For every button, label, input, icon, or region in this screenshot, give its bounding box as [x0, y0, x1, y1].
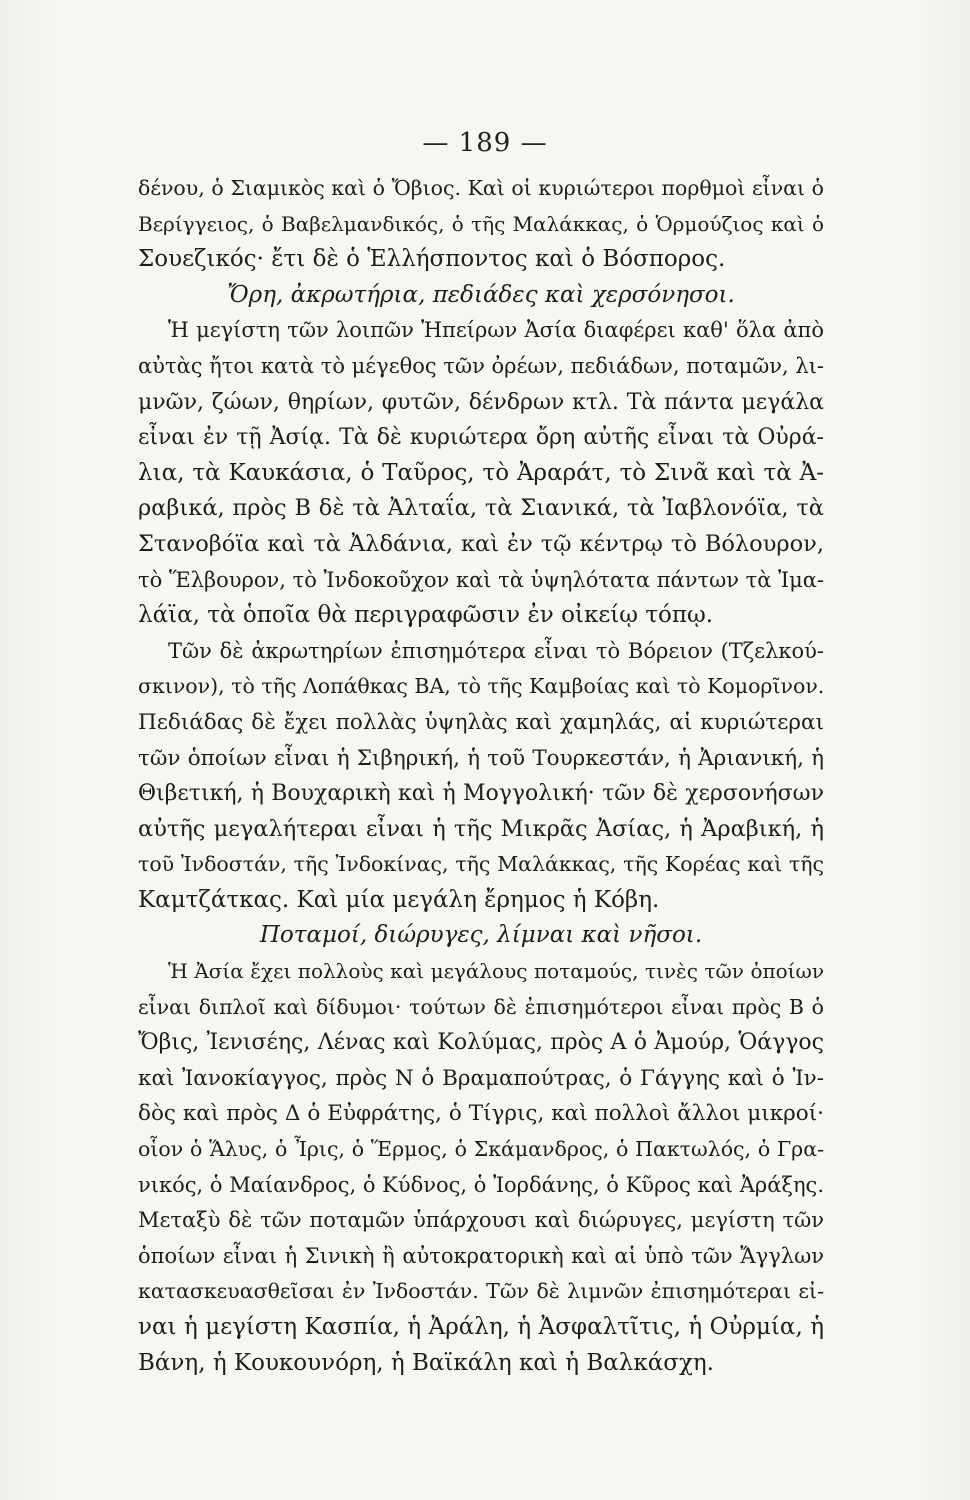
- text-line: εἶναι ἐν τῇ Ἀσίᾳ. Τὰ δὲ κυριώτερα ὄρη αὐτῆς εἶναι τὰ Οὐρά-: [138, 425, 824, 451]
- text-line: Σουεζικός· ἔτι δὲ ὁ Ἑλλήσποντος καὶ ὁ Βόσπορος.: [138, 246, 726, 273]
- text-line: ὁποίων εἶναι ἡ Σινικὴ ἢ αὐτοκρατορικὴ καὶ αἱ ὑπὸ τῶν Ἄγγλων: [138, 1243, 824, 1268]
- text-line: Βάνη, ἡ Κουκουνόρη, ἡ Βαϊκάλη καὶ ἡ Βαλκάσχη.: [138, 1349, 714, 1376]
- text-line: σκινον), τὸ τῆς Λοπάθκας ΒΑ, τὸ τῆς Καμβοίας καὶ τὸ Κομορῖνον.: [138, 674, 824, 699]
- body-text: [138, 171, 824, 1381]
- text-line: Βερίγγειος, ὁ Βαβελμανδικός, ὁ τῆς Μαλάκκας, ὁ Ὁρμούζιος καὶ ὁ: [138, 211, 824, 236]
- text-line: εἶναι διπλοῖ καὶ δίδυμοι· τούτων δὲ ἐπισημότεροι εἶναι πρὸς Β ὁ: [138, 994, 824, 1019]
- section-heading: Ποταμοί, διώρυγες, λίμναι καὶ νῆσοι.: [259, 922, 703, 949]
- text-line: ναι ἡ μεγίστη Κασπία, ἡ Ἀράλη, ἡ Ἀσφαλτῖτις, ἡ Οὐρμία, ἡ: [138, 1314, 824, 1340]
- text-line: ραβικά, πρὸς Β δὲ τὰ Ἀλταΐα, τὰ Σιανικά, τὰ Ἰαβλονόϊα, τὰ: [138, 495, 824, 522]
- text-line: Θιβετική, ἡ Βουχαρικὴ καὶ ἡ Μογγολική· τῶν δὲ χερσονήσων: [138, 781, 824, 807]
- text-line: Ἡ μεγίστη τῶν λοιπῶν Ἠπείρων Ἀσία διαφέρει καθ' ὅλα ἀπὸ: [168, 318, 824, 343]
- text-line: Στανοβόϊα καὶ τὰ Ἀλδάνια, καὶ ἐν τῷ κέντρῳ τὸ Βόλουρον,: [138, 530, 824, 557]
- text-line: Καμτζάτκας. Καὶ μία μεγάλη ἔρημος ἡ Κόβη.: [138, 886, 660, 913]
- text-line: δένου, ὁ Σιαμικὸς καὶ ὁ Ὄβιος. Καὶ οἱ κυριώτεροι πορθμοὶ εἶναι ὁ: [138, 176, 824, 200]
- text-line: οἷον ὁ Ἅλυς, ὁ Ἶρις, ὁ Ἕρμος, ὁ Σκάμανδρος, ὁ Πακτωλός, ὁ Γρα-: [138, 1137, 824, 1162]
- page-number: — 189 —: [422, 128, 548, 158]
- text-line: Τῶν δὲ ἀκρωτηρίων ἐπισημότερα εἶναι τὸ Βόρειον (Τζελκού-: [168, 638, 824, 663]
- text-line: Μεταξὺ δὲ τῶν ποταμῶν ὑπάρχουσι καὶ διώρυγες, μεγίστη τῶν: [138, 1208, 824, 1233]
- text-line: λάϊα, τὰ ὁποῖα θὰ περιγραφῶσιν ἐν οἰκείῳ τόπῳ.: [138, 602, 714, 629]
- text-line: κατασκευασθεῖσαι ἐν Ἰνδοστάν. Τῶν δὲ λιμνῶν ἐπισημότεραι εἰ-: [138, 1279, 824, 1304]
- text-line: δὸς καὶ πρὸς Δ ὁ Εὐφράτης, ὁ Τίγρις, καὶ πολλοὶ ἄλλοι μικροί·: [138, 1101, 824, 1127]
- text-line: μνῶν, ζώων, θηρίων, φυτῶν, δένδρων κτλ. Τὰ πάντα μεγάλα: [138, 389, 824, 415]
- text-line: τοῦ Ἰνδοστάν, τῆς Ἰνδοκίνας, τῆς Μαλάκκας, τῆς Κορέας καὶ τῆς: [138, 852, 824, 877]
- section-heading: Ὄρη, ἀκρωτήρια, πεδιάδες καὶ χερσόνησοι.: [227, 281, 735, 308]
- text-line: Ἡ Ἀσία ἔχει πολλοὺς καὶ μεγάλους ποταμούς, τινὲς τῶν ὁποίων: [168, 959, 824, 984]
- text-line: τῶν ὁποίων εἶναι ἡ Σιβηρική, ἡ τοῦ Τουρκεστάν, ἡ Ἀριανική, ἡ: [138, 745, 824, 771]
- text-line: καὶ Ἰανοκίαγγος, πρὸς Ν ὁ Βραμαπούτρας, ὁ Γάγγης καὶ ὁ Ἰν-: [138, 1065, 824, 1091]
- text-line: νικός, ὁ Μαίανδρος, ὁ Κύδνος, ὁ Ἰορδάνης, ὁ Κῦρος καὶ Ἀράξης.: [138, 1172, 824, 1197]
- text-line: Ὄβις, Ἰενισέης, Λένας καὶ Κολύμας, πρὸς Α ὁ Ἀμούρ, Ὁάγγος: [138, 1030, 824, 1056]
- text-line: αὐτῆς μεγαλήτεραι εἶναι ἡ τῆς Μικρᾶς Ἀσίας, ἡ Ἀραβική, ἡ: [138, 815, 824, 842]
- text-line: αὐτὰς ἤτοι κατὰ τὸ μέγεθος τῶν ὀρέων, πεδιάδων, ποταμῶν, λι-: [138, 353, 824, 378]
- text-line: λια, τὰ Καυκάσια, ὁ Ταῦρος, τὸ Ἀραράτ, τὸ Σινᾶ καὶ τὰ Ἀ-: [138, 459, 824, 486]
- text-line: Πεδιάδας δὲ ἔχει πολλὰς ὑψηλὰς καὶ χαμηλάς, αἱ κυριώτεραι: [138, 709, 824, 735]
- text-line: τὸ Ἕλβουρον, τὸ Ἰνδοκοῦχον καὶ τὰ ὑψηλότατα πάντων τὰ Ἰμα-: [138, 567, 824, 592]
